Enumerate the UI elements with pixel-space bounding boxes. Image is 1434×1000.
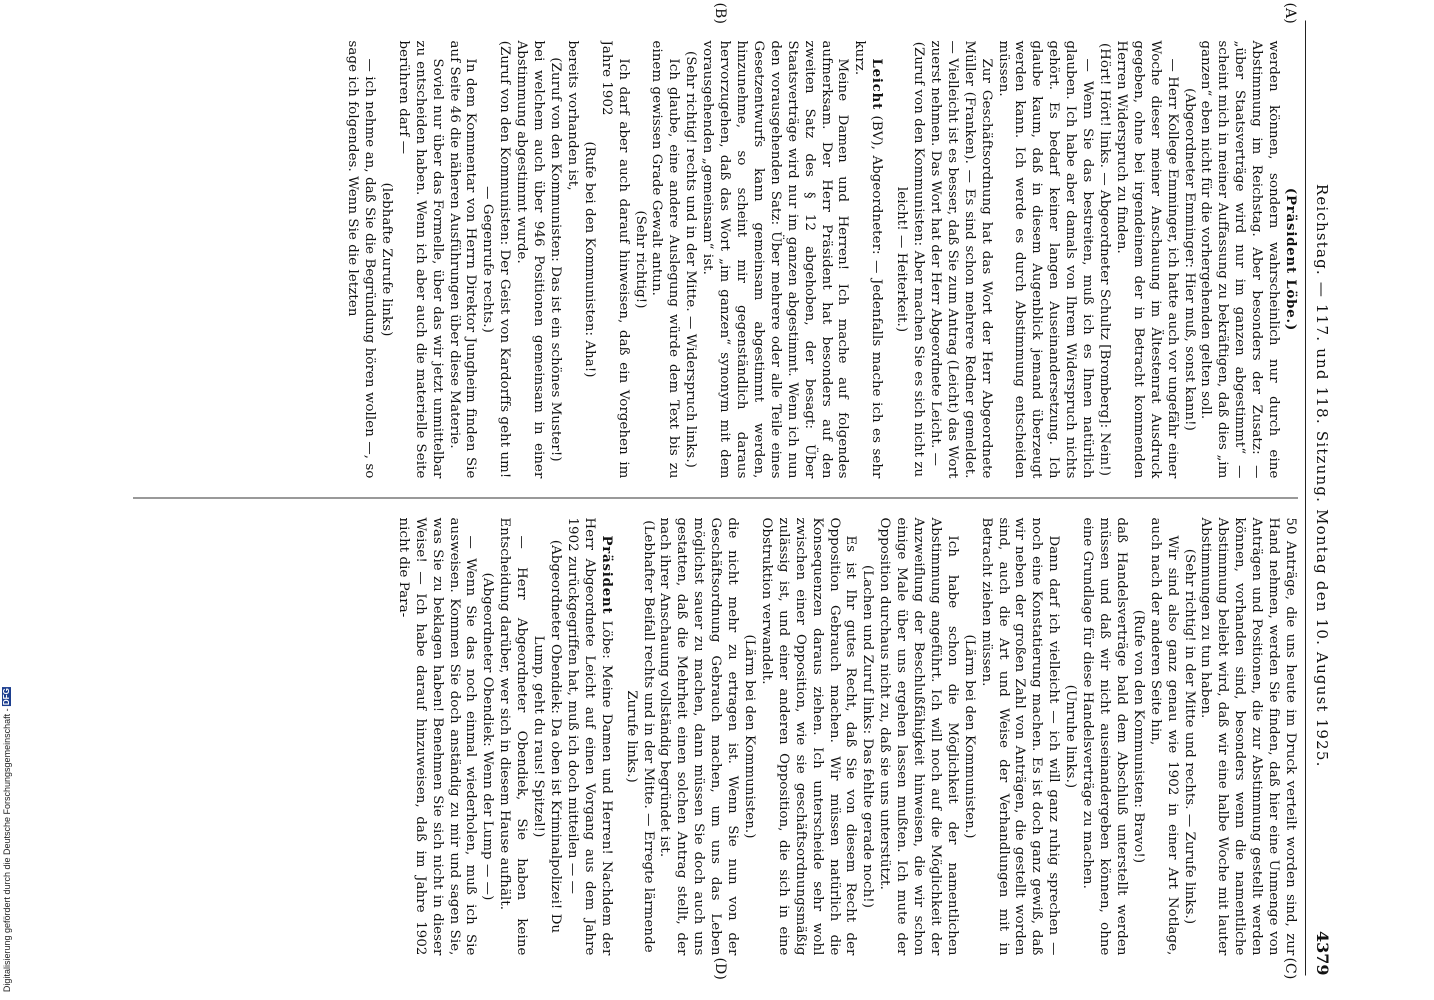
- margin-mark-b: (B): [712, 2, 728, 24]
- paragraph: Ich habe schon die Möglichkeit der namentlichen Abstimmung angeführt. Ich will noch auf die Möglichkeit der Anzweiflung der Beschlußfähigkeit hinweisen, die wir schon einige Male über uns ergehen lassen mußten. Ich mute der Opposition durchaus nicht zu, daß sie uns unterstützt.: [877, 517, 960, 955]
- digitization-note-text: Digitalisierung gefördert durch die Deutsche Forschungsgemeinschaft -: [2, 708, 12, 992]
- interjection: (Zuruf von den Kommunisten: Aber machen Sie es sich nicht zu leicht! — Heiterkeit.): [894, 41, 927, 477]
- interjection: (Sehr richtig! rechts und in der Mitte. — Widerspruch links.): [683, 50, 699, 468]
- interjection: (Lebhafter Beifall rechts und in der Mitte. — Erregte lärmende Zurufe links.): [623, 519, 656, 953]
- interjection: (Hört! Hört! links. — Abgeordneter Schultz [Bromberg]: Nein!): [1097, 42, 1113, 476]
- speaker-paragraph: Präsident Löbe: Meine Damen und Herren! Nachdem der Herr Abgeordnete Leicht auf einen Vorgang aus dem Jahre 1902 zurückgegriffen hat, muß ich doch mitteilen — —: [564, 517, 614, 955]
- paragraph: Soviel nur über das Formelle, über das wir jetzt unmittelbar zu entscheiden haben. Wenn ich aber auch die materielle Seite berühren darf —: [395, 40, 445, 478]
- page-number: 4379: [1313, 930, 1332, 975]
- paragraph: — ich nehme an, daß Sie die Begründung hören wollen —, so sage ich folgendes. Wenn Sie die letzten: [345, 40, 378, 478]
- speaker-paragraph: Leicht (BV), Abgeordneter: — Jedenfalls mache ich es sehr kurz.: [852, 40, 885, 478]
- page-header: [1305, 20, 1330, 975]
- margin-mark-d: (D): [712, 957, 728, 980]
- interjection: (Zuruf von den Kommunisten: Das ist ein schönes Muster!): [548, 56, 564, 462]
- paragraph: — Herr Abgeordneter Obendiek, Sie haben keine Entscheidung darüber, wer sich in diesem Hause aufhält.: [497, 517, 530, 955]
- interjection: (Sehr richtig!): [632, 209, 648, 309]
- speaker-name: Präsident: [598, 535, 614, 614]
- margin-mark-a: (A): [1282, 2, 1298, 24]
- document-page: [120, 2, 1332, 980]
- interjection: (Abgeordneter Obendiek: Wenn der Lump — —): [480, 572, 496, 900]
- interjection: (Lärm bei den Kommunisten.): [961, 633, 977, 839]
- paragraph: Dann darf ich vielleicht — ich will ganz ruhig sprechen — noch eine Konstatierung machen. Es ist doch ganz gewiß, daß wir neben der großen Zahl von Anträgen, die gestellt worden sind, auch die Art und Weise der Verhandlungen mit in Betracht ziehen müssen.: [978, 517, 1062, 955]
- interjection: (Abgeordneter Obendiek: Da oben ist Kriminalpolizei! Du Lump, geht du raus! Spitzel!): [531, 539, 564, 933]
- paragraph: daß Handelsverträge bald dem Abschluß unterstellt werden müssen und daß wir nicht auseinandergeben können, ohne eine Grundlage für diese Handelsverträge zu machen.: [1080, 517, 1129, 955]
- side-strip: [0, 0, 14, 1000]
- interjection: (Sehr richtig! in der Mitte und rechts. — Zurufe links.): [1181, 548, 1197, 924]
- right-column: [128, 517, 1298, 955]
- interjection: (Unruhe links.): [1063, 684, 1079, 788]
- paragraph: — Herr Kollege Emminger, ich hatte auch vor ungefähr einer Woche dieser meiner Anschauung im Ältestenrat Ausdruck gegeben, ohne bei irgendeinem der in Betracht kommenden Herren Widerspruch zu finden.: [1113, 40, 1180, 478]
- paragraph: Ich darf aber auch darauf hinweisen, daß ein Vorgehen im Jahre 1902: [598, 40, 631, 478]
- paragraph: werden können, sondern wahrscheinlich nur durch eine Abstimmung im Reichstag. Aber besonders der Zusatz: — „über Staatsverträge wird nur im ganzen abgestimmt“ — scheint mich in meiner Auffassung zu bekräftigen, daß dies „im ganzen“ eben nicht für die vorhergehenden gelten soll.: [1198, 40, 1282, 478]
- left-column: [128, 40, 1298, 478]
- paragraph: In dem Kommentar von Herrn Direktor Jungheim finden Sie auf Seite 46 die näheren Ausführungen über diese Materie.: [446, 40, 479, 478]
- paragraph: bei welchem auch über 946 Positionen gemeinsam in einer Abstimmung abgestimmt wurde.: [514, 40, 547, 478]
- interjection: (Lärm bei den Kommunisten.): [742, 633, 757, 839]
- section-heading: (Präsident Löbe.): [1283, 187, 1298, 331]
- page-header-title: Reichstag. — 117. und 118. Sitzung. Montag den 10. August 1925.: [1313, 183, 1331, 768]
- interjection: (Zuruf von den Kommunisten: Der Geist von Kardorffs geht um! — Gegenrufe rechts.): [480, 40, 513, 478]
- page-wrap: [110, 2, 1340, 985]
- paragraph: Ich glaube, eine andere Auslegung würde dem Text bis zu einem gewissen Grade Gewalt antun.: [649, 40, 682, 478]
- paragraph: die nicht mehr zu ertragen ist. Wenn Sie nun von der Geschäftsordnung Gebrauch machen, um uns das Leben möglichst sauer zu machen, dann müssen Sie doch auch uns gestatten, daß die Mehrheit einen solchen Antrag stellt, der nach ihrer Anschauung vollständig begründet ist.: [657, 517, 741, 955]
- dfg-logo: DFG: [2, 687, 11, 705]
- paragraph: Zur Geschäftsordnung hat das Wort der Herr Abgeordnete Müller (Franken). — Es sind schon mehrere Redner gemeldet. — Vielleicht ist es besser, daß Sie zum Antrag (Leicht) das Wort zuerst nehmen. Das Wort hat der Herr Abgeordnete Leicht. —: [927, 40, 994, 478]
- interjection: (lebhafte Zurufe links): [378, 182, 394, 336]
- paragraph: 50 Anträge, die uns heute im Druck verteilt worden sind, zur Hand nehmen, werden Sie finden, daß hier eine Unmenge von Anträgen und Positionen, die zur Abstimmung gestellt werden können, vorhanden sind, besonders wenn die namentliche Abstimmung beliebt wird, daß wir eine halbe Woche mit lauter Abstimmungen zu tun haben.: [1198, 517, 1298, 955]
- paragraph: — Wenn Sie das bestreiten, muß ich es Ihnen natürlich glauben. Ich habe aber damals von Ihrem Widerspruch nichts gehört. Es bedarf keiner langen Auseinandersetzung. Ich glaube kaum, daß in diesem Augenblick jemand überzeugt werden kann. Ich werde es durch Abstimmung entscheiden müssen.: [995, 40, 1096, 478]
- column-divider: [133, 497, 1298, 498]
- digitization-note: [2, 687, 12, 992]
- paragraph: — Wenn Sie das noch einmal wiederholen, muß ich Sie ausweisen. Kommen Sie doch anständig zu mir und sagen Sie, was Sie zu beklagen haben! Benehmen Sie sich nicht in dieser Weise! — Ich habe darauf hinzuweisen, daß im Jahre 1902 nicht die Para-: [395, 517, 479, 955]
- paragraph: bereits vorhanden ist,: [564, 40, 580, 191]
- interjection: (Abgeordneter Emminger: Hier muß, sonst kann!): [1181, 87, 1197, 431]
- interjection: (Rufe von den Kommunisten: Bravo!): [1130, 609, 1146, 863]
- margin-mark-c: (C): [1282, 957, 1298, 979]
- paragraph: Wir sind also ganz genau wie 1902 in einer Art Notlage, auch nach der anderen Seite hin,: [1147, 517, 1180, 955]
- interjection: (Lachen und Zuruf links: Das fehlte gerade noch!): [860, 564, 876, 908]
- paragraph: Es ist Ihr gutes Recht, daß Sie von diesem Recht der Opposition Gebrauch machen. Wir müssen natürlich die Konsequenzen daraus ziehen. Ich unterscheide sehr wohl zwischen einer Opposition, wie sie geschäftsordnungsmäßig zulässig ist, und einer anderen Opposition, die sich in eine Obstruktion verwandelt.: [758, 517, 859, 955]
- speaker-name: Leicht: [869, 58, 885, 110]
- paragraph: Meine Damen und Herren! Ich mache auf folgendes aufmerksam. Der Herr Präsident hat besonders auf den zweiten Satz des § 12 abgehoben, der besagt: Über Staatsverträge wird nur im ganzen abgestimmt. Wenn ich nun den vorausgehenden Satz: Über mehrere oder alle Teile eines Gesetzentwurfs kann gemeinsam abgestimmt werden, hinzunehme, so scheint mir gegenständlich daraus hervorzugehen, daß das Wort „im ganzen“ synonym mit dem vorausgehenden „gemeinsam“ ist.: [700, 40, 851, 478]
- interjection: (Rufe bei den Kommunisten: Aha!): [581, 140, 597, 378]
